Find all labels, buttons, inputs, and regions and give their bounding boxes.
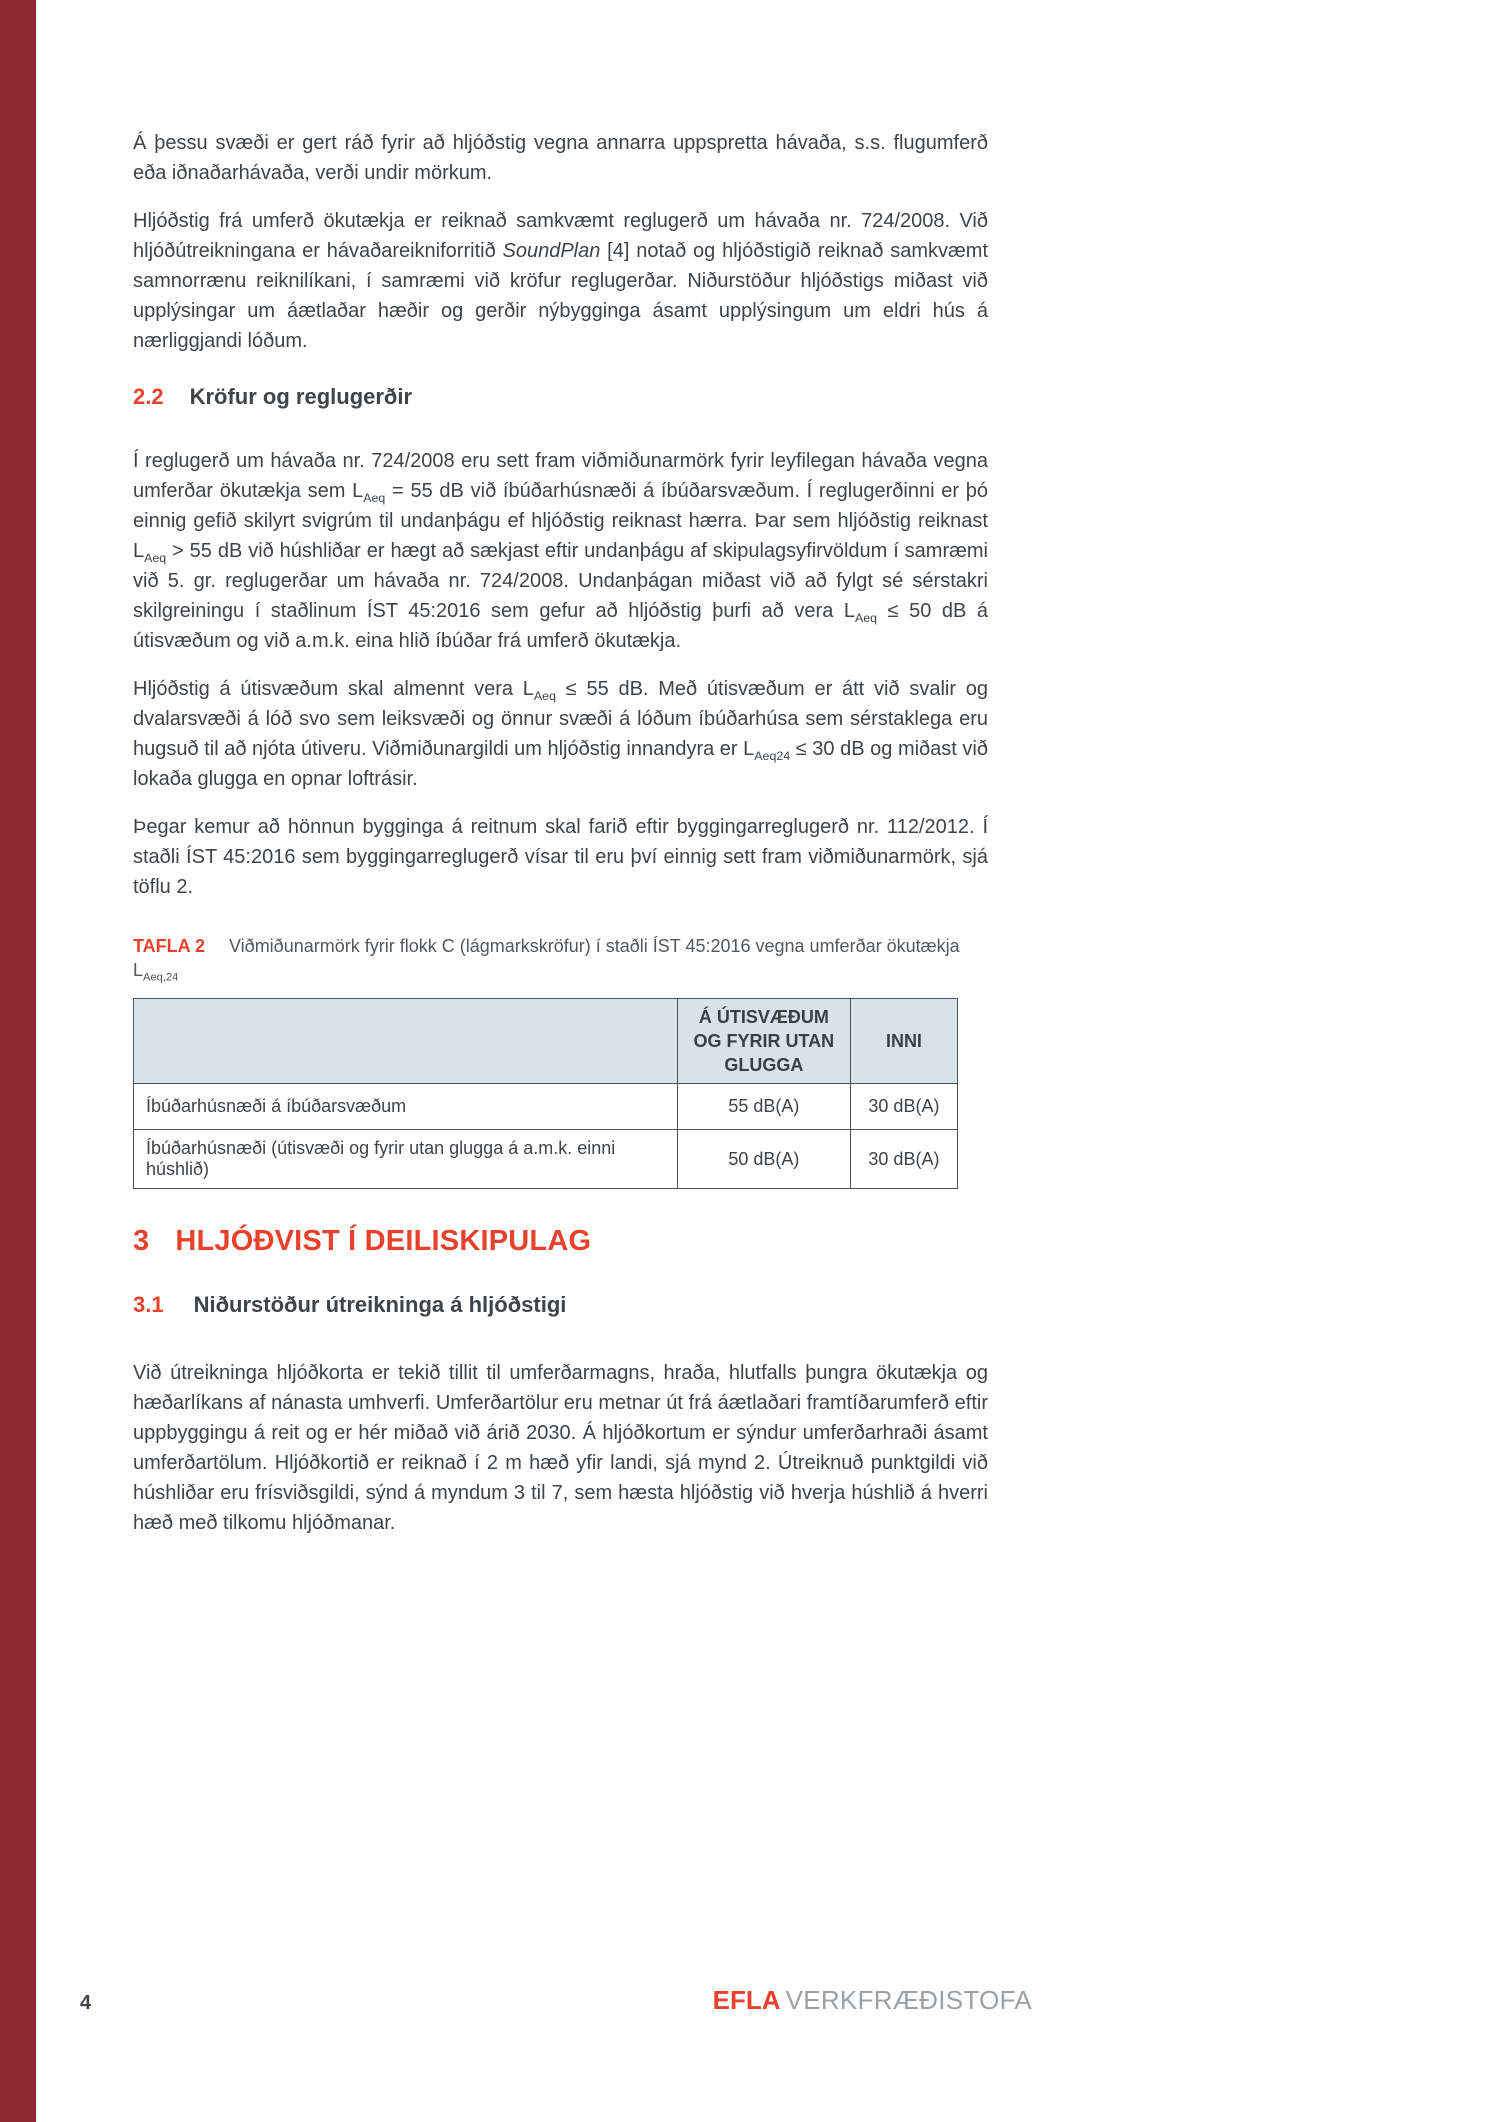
section-number: 3.1 (133, 1292, 164, 1317)
brand-suffix: VERKFRÆÐISTOFA (785, 1985, 1032, 2015)
section-title: HLJÓÐVIST Í DEILISKIPULAG (175, 1225, 592, 1257)
section-heading-2-2 (133, 384, 988, 410)
table-header-row (134, 999, 958, 1084)
paragraph-calculation-method: Hljóðstig frá umferð ökutækja er reiknað samkvæmt reglugerð um hávaða nr. 724/2008. Við hljóðútreikningana er hávaðareikniforritið SoundPlan [4] notað og hljóðstigið reiknað samkvæmt samnorrænu reiknilíkani, í samræmi við kröfur reglugerðar. Niðurstöður hljóðstigs miðast við upplýsingar um áætlaðar hæðir og gerðir nýbygginga ásamt upplýsingum um eldri hús á nærliggjandi lóðum. (133, 210, 988, 352)
page-content (133, 128, 988, 1556)
table-row (134, 1084, 958, 1130)
section-heading-3-1 (133, 1292, 988, 1318)
page-number: 4 (80, 1992, 92, 2014)
paragraph-noise-maps: Við útreikninga hljóðkorta er tekið tillit til umferðarmagns, hraða, hlutfalls þungra ökutækja og hæðarlíkans af nánasta umhverfi. Umferðartölur eru metnar út frá áætlaðari framtíðarumferð eftir uppbyggingu á reit og er hér miðað við árið 2030. Á hljóðkortum er sýndur umferðarhraði ásamt umferðartölum. Hljóðkortið er reiknað í 2 m hæð yfir landi, sjá mynd 2. Útreiknuð punktgildi við húshliðar eru frísviðsgildi, sýnd á myndum 3 til 7, sem hæsta hljóðstig við hverja húshlið á hverri hæð með tilkomu hljóðmanar. (133, 1362, 988, 1534)
paragraph-outdoor-limits: Hljóðstig á útisvæðum skal almennt vera $L_{Aeq} \le 55$ dB. Með útisvæðum er átt við svalir og dvalarsvæði á lóð svo sem leiksvæði og önnur svæði á lóðum íbúðarhúsa sem sérstaklega eru hugsuð til að njóta útiveru. Viðmiðunargildi um hljóðstig innandyra er $L_{Aeq24} \le 30$ dB og miðast við lokaða glugga en opnar loftrásir. (133, 678, 988, 790)
section-number: 2.2 (133, 384, 164, 409)
page-footer (80, 1985, 1032, 2016)
limits-table (133, 998, 958, 1189)
paragraph-regulations: Í reglugerð um hávaða nr. 724/2008 eru sett fram viðmiðunarmörk fyrir leyfilegan hávaða vegna umferðar ökutækja sem $L_{Aeq} = 55$ dB við íbúðarhúsnæði á íbúðarsvæðum. Í reglugerðinni er þó einnig gefið skilyrt svigrúm til undanþágu ef hljóðstig reiknast hærra. Þar sem hljóðstig reiknast $L_{Aeq} > 55$ dB við húshliðar er hægt að sækjast eftir undanþágu af skipulagsyfirvöldum í samræmi við 5. gr. reglugerðar um hávaða nr. 724/2008. Undanþágan miðast við að fylgt sé sérstakri skilgreiningu í staðlinum ÍST 45:2016 sem gefur að hljóðstig þurfi að vera $L_{Aeq} \le 50$ dB á útisvæðum og við a.m.k. eina hlið íbúðar frá umferð ökutækja. (133, 450, 988, 652)
row-label: Íbúðarhúsnæði á íbúðarsvæðum (134, 1084, 678, 1130)
paragraph-building-code: Þegar kemur að hönnun bygginga á reitnum skal farið eftir byggingarreglugerð nr. 112/2012. Í staðli ÍST 45:2016 sem byggingarreglugerð vísar til eru því einnig sett fram viðmiðunarmörk, sjá töflu 2. (133, 816, 988, 898)
table-caption-label: TAFLA 2 (133, 936, 205, 956)
header-cell-empty (134, 999, 678, 1084)
table-row (134, 1130, 958, 1189)
table-caption (133, 934, 988, 982)
header-cell-indoor: INNI (850, 999, 957, 1084)
efla-logo (713, 1985, 1032, 2016)
indoor-value: 30 dB(A) (850, 1084, 957, 1130)
paragraph-intro: Á þessu svæði er gert ráð fyrir að hljóðstig vegna annarra uppspretta hávaða, s.s. flugumferð eða iðnaðarhávaða, verði undir mörkum. (133, 132, 988, 184)
outdoor-value: 55 dB(A) (677, 1084, 850, 1130)
section-number: 3 (133, 1225, 150, 1257)
header-cell-outdoor: Á ÚTISVÆÐUM OG FYRIR UTAN GLUGGA (677, 999, 850, 1084)
table-caption-text: Viðmiðunarmörk fyrir flokk C (lágmarkskröfur) í staðli ÍST 45:2016 vegna umferðar ökutækja $L_{Aeq,24}$ (133, 936, 960, 984)
row-label: Íbúðarhúsnæði (útisvæði og fyrir utan glugga á a.m.k. einni húshlið) (134, 1130, 678, 1189)
section-heading-3 (133, 1225, 988, 1258)
outdoor-value: 50 dB(A) (677, 1130, 850, 1189)
section-title: Kröfur og reglugerðir (189, 384, 413, 409)
left-accent-bar (0, 0, 36, 2122)
brand-name: EFLA (712, 1985, 781, 2015)
indoor-value: 30 dB(A) (850, 1130, 957, 1189)
section-title: Niðurstöður útreikninga á hljóðstigi (193, 1292, 567, 1317)
